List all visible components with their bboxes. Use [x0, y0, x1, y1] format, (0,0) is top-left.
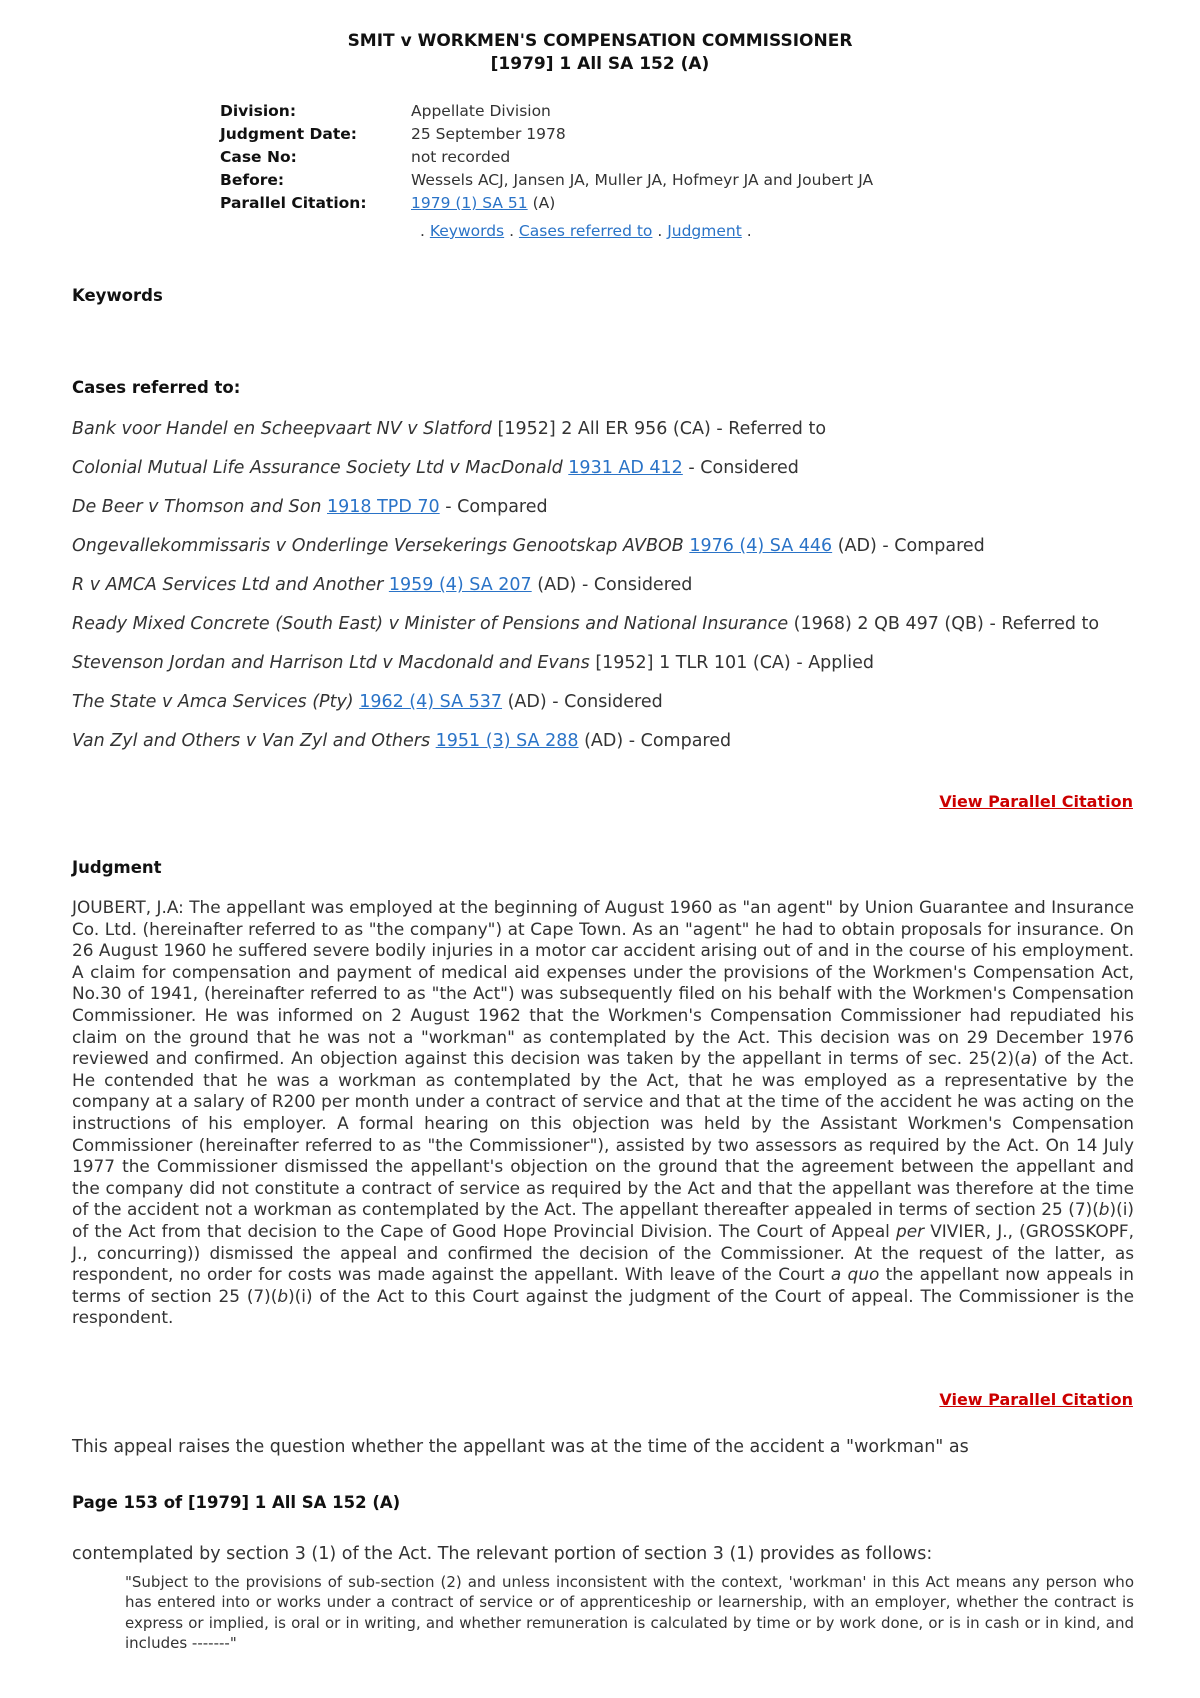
case-item	[72, 612, 1132, 651]
nav-separator: .	[504, 222, 519, 240]
paragraph-italic: b	[1098, 1199, 1110, 1220]
before-value: Wessels ACJ, Jansen JA, Muller JA, Hofmeyr JA and Joubert JA	[411, 171, 874, 189]
case-item	[72, 417, 1132, 456]
case-treatment: - Considered	[552, 692, 663, 712]
case-treatment: - Compared	[445, 497, 548, 517]
paragraph-text: JOUBERT, J.A: The appellant was employed at the beginning of August 1960 as "an agent" by Union Guarantee and Insurance Co. Ltd. (hereinafter referred to as "the company") at Cape Town. As an "agent" he had to obtain proposals for insurance. On 26 August 1960 he suffered severe bodily injuries in a motor car accident arising out of and in the course of his employment. A claim for compensation and payment of medical aid expenses under the provisions of the Workmen's Compensation Act, No.30 of 1941, (hereinafter referred to as "the Act") was subsequently filed on his behalf with the Workmen's Compensation Commissioner. He was informed on 2 August 1962 that the Workmen's Compensation Commissioner had repudiated his claim on the ground that he was not a "workman" as contemplated by the Act. This decision was on 29 December 1976 reviewed and confirmed. An objection against this decision was taken by the appellant in terms of sec. 25(2)(	[72, 897, 1134, 1069]
case-name: Ready Mixed Concrete (South East) v Minister of Pensions and National Insurance	[72, 614, 789, 634]
case-name: Ongevallekommissaris v Onderlinge Versekerings Genootskap AVBOB	[72, 536, 684, 556]
parallel-citation-value	[411, 192, 555, 215]
case-court: (AD)	[584, 731, 624, 751]
meta-before	[220, 169, 873, 192]
case-treatment: - Referred to	[989, 614, 1100, 634]
before-label: Before:	[220, 171, 285, 189]
case-citation: [1979] 1 All SA 152 (A)	[490, 54, 710, 74]
document-title	[0, 30, 1200, 76]
nav-cases-link[interactable]: Cases referred to	[518, 222, 653, 240]
judgment-date-value: 25 September 1978	[411, 125, 566, 143]
case-court: (AD)	[507, 692, 547, 712]
meta-case-no	[220, 146, 873, 169]
judgment-date-label: Judgment Date:	[220, 125, 357, 143]
parallel-citation-link[interactable]: 1979 (1) SA 51	[411, 194, 528, 212]
case-court: (AD)	[837, 536, 877, 556]
case-name: Colonial Mutual Life Assurance Society Ltd v MacDonald	[72, 458, 563, 478]
nav-separator: .	[741, 222, 752, 240]
case-no-label: Case No:	[220, 148, 297, 166]
case-citation-text: (1968) 2 QB 497 (QB)	[793, 614, 984, 634]
case-item	[72, 495, 1132, 534]
case-name: De Beer v Thomson and Son	[72, 497, 322, 517]
paragraph-text: the appellant now appeals in terms of section 25 (7)(	[72, 1264, 1134, 1306]
paragraph-text: )(i) of the Act from that decision to the Cape of Good Hope Provincial Division. The Court of Appeal	[72, 1199, 1134, 1241]
cases-list	[72, 417, 1132, 768]
case-citation-link[interactable]: 1976 (4) SA 446	[689, 536, 833, 556]
case-citation-link[interactable]: 1962 (4) SA 537	[359, 692, 503, 712]
case-name: Bank voor Handel en Scheepvaart NV v Slatford	[72, 419, 492, 439]
paragraph-italic: per	[896, 1220, 925, 1241]
case-citation-link[interactable]: 1918 TPD 70	[327, 497, 440, 517]
case-citation-link[interactable]: 1951 (3) SA 288	[435, 731, 579, 751]
case-treatment: - Compared	[628, 731, 732, 751]
nav-keywords-link[interactable]: Keywords	[429, 222, 505, 240]
case-name: Van Zyl and Others v Van Zyl and Others	[72, 731, 431, 751]
division-label: Division:	[220, 102, 297, 120]
case-item	[72, 651, 1132, 690]
judgment-heading: Judgment	[72, 858, 162, 877]
case-citation-link[interactable]: 1931 AD 412	[568, 458, 683, 478]
paragraph-text: ) of the Act. He contended that he was a workman as contemplated by the Act, that he was employed as a representative by the company at a salary of R200 per month under a contract of service and that at the time of the accident he was acting on the instructions of his employer. A formal hearing on this objection was held by the Assistant Workmen's Compensation Commissioner (hereinafter referred to as "the Commissioner"), assisted by two assessors as required by the Act. On 14 July 1977 the Commissioner dismissed the appellant's objection on the ground that the agreement between the appellant and the company did not constitute a contract of service as required by the Act and that the appellant was therefore at the time of the accident not a workman as contemplated by the Act. The appellant thereafter appealed in terms of section 25 (7)(	[72, 1048, 1134, 1220]
case-treatment: - Considered	[688, 458, 799, 478]
case-item	[72, 690, 1132, 729]
paragraph-text: )(i) of the Act to this Court against the judgment of the Court of appeal. The Commissioner is the respondent.	[72, 1285, 1134, 1328]
case-name: R v AMCA Services Ltd and Another	[72, 575, 384, 595]
case-treatment: - Considered	[581, 575, 693, 595]
keywords-heading: Keywords	[72, 286, 163, 305]
case-treatment: - Applied	[796, 653, 874, 673]
case-treatment: - Compared	[882, 536, 985, 556]
case-title: SMIT v WORKMEN'S COMPENSATION COMMISSIONER	[347, 31, 853, 51]
page-marker: Page 153 of [1979] 1 All SA 152 (A)	[72, 1493, 401, 1512]
statute-quote: "Subject to the provisions of sub-section (2) and unless inconsistent with the context, 'workman' in this Act means any person who has entered into or works under a contract of service or of apprenticeship or learnership, with an employer, whether the contract is express or implied, is oral or in writing, and whether remuneration is calculated by time or by work done, or is in cash or in kind, and includes -------"	[125, 1573, 1134, 1652]
case-court: (AD)	[537, 575, 577, 595]
case-item	[72, 456, 1132, 495]
case-name: Stevenson Jordan and Harrison Ltd v Macdonald and Evans	[72, 653, 590, 673]
meta-division	[220, 100, 873, 123]
case-no-value: not recorded	[411, 148, 511, 166]
nav-separator: .	[420, 222, 430, 240]
paragraph-italic: a quo	[830, 1264, 880, 1285]
view-parallel-citation-link[interactable]: View Parallel Citation	[939, 1390, 1133, 1409]
case-item	[72, 534, 1132, 573]
case-name: The State v Amca Services (Pty)	[72, 692, 354, 712]
case-citation-link[interactable]: 1959 (4) SA 207	[388, 575, 532, 595]
meta-parallel-citation	[220, 192, 873, 215]
section-nav	[420, 222, 752, 240]
paragraph-italic: b	[277, 1285, 289, 1306]
case-citation-text: [1952] 1 TLR 101 (CA)	[595, 653, 791, 673]
meta-judgment-date	[220, 123, 873, 146]
paragraph-text: VIVIER, J., (GROSSKOPF, J., concurring)) dismissed the appeal and confirmed the decision of the Commissioner. At the request of the latter, as respondent, no order for costs was made against the appellant. With leave of the Court	[72, 1220, 1134, 1285]
judgment-paragraph-2: This appeal raises the question whether the appellant was at the time of the accident a "workman" as	[72, 1437, 969, 1457]
division-value: Appellate Division	[411, 102, 551, 120]
paragraph-italic: a	[1020, 1048, 1032, 1069]
case-item	[72, 729, 1132, 768]
view-parallel-citation-link[interactable]: View Parallel Citation	[939, 792, 1133, 811]
case-treatment: - Referred to	[716, 419, 827, 439]
parallel-citation-label: Parallel Citation:	[220, 194, 367, 212]
judgment-paragraph-1	[72, 897, 1134, 1329]
cases-heading: Cases referred to:	[72, 378, 241, 397]
parallel-citation-court: (A)	[532, 194, 556, 212]
case-citation-text: [1952] 2 All ER 956 (CA)	[497, 419, 711, 439]
nav-judgment-link[interactable]: Judgment	[667, 222, 742, 240]
judgment-paragraph-3: contemplated by section 3 (1) of the Act. The relevant portion of section 3 (1) provides as follows:	[72, 1544, 933, 1564]
case-item	[72, 573, 1132, 612]
nav-separator: .	[652, 222, 668, 240]
case-metadata	[220, 100, 873, 215]
